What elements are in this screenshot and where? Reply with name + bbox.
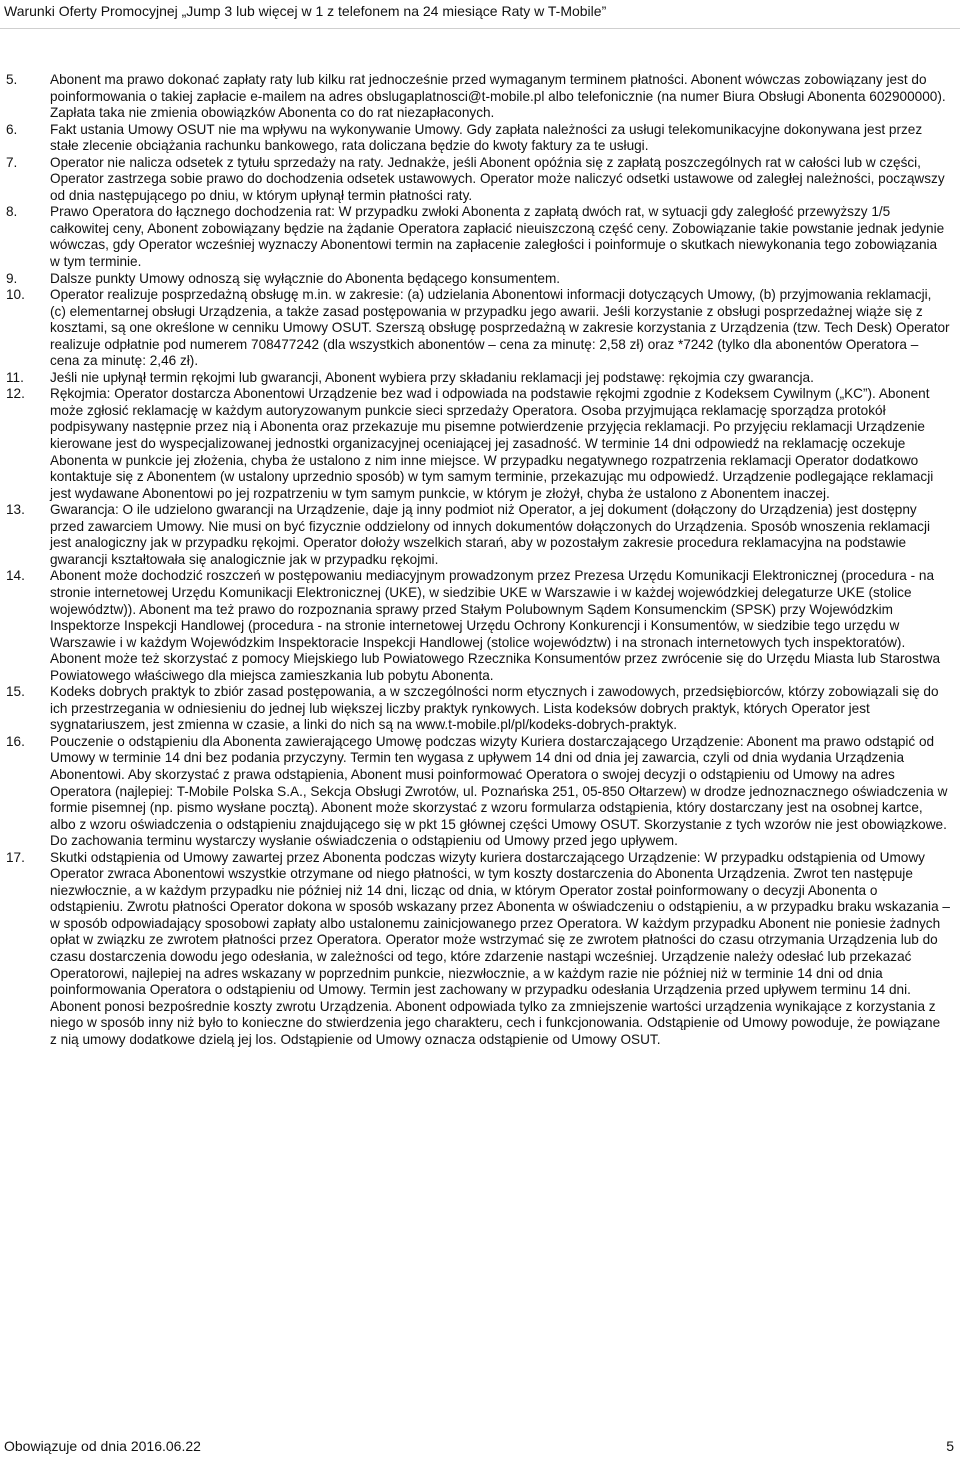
term-text: Gwarancja: O ile udzielono gwarancji na Urządzenie, daje ją inny podmiot niż Operator, a jej dokument (dołączony do Urządzenia) jest dostępny przed zawarciem Umowy. Nie musi on być fizycznie oddzielony od innych dokumentów dołączonych do Urządzenia. Sposób wnoszenia reklamacji jest analogiczny jak w przypadku rękojmi. Operator dołoży wszelkich starań, aby w pozostałym zakresie procedura reklamacyjna na podstawie gwarancji kształtowała się analogicznie jak w przypadku rękojmi. [50, 502, 930, 567]
term-number: 17. [6, 849, 25, 865]
term-text: Kodeks dobrych praktyk to zbiór zasad postępowania, a w szczególności norm etycznych i zawodowych, przedsiębiorców, którzy zobowiązali się do ich przestrzegania w odniesieniu do jednej lub większej liczby praktyk rynkowych. Lista kodeksów dobrych praktyk, których Operator jest sygnatariuszem, jest zmienna w czasie, a linki do nich są na www.t-mobile.pl/pl/kodeks-dobrych-praktyk. [50, 684, 939, 733]
term-item [6, 72, 950, 122]
term-number: 8. [6, 204, 18, 220]
term-number: 5. [6, 72, 18, 87]
term-item [6, 386, 950, 502]
term-item [6, 204, 950, 270]
term-item [6, 684, 950, 734]
effective-date: Obowiązuje od dnia 2016.06.22 [4, 1438, 201, 1454]
term-text: Operator realizuje posprzedażną obsługę m.in. w zakresie: (a) udzielania Abonentowi informacji dotyczących Umowy, (b) przyjmowania reklamacji, (c) elementarnej obsługi Urządzenia, a także zasad postępowania w przypadku jego awarii. Jeśli korzystanie z obsługi posprzedażnej wiąże się z kosztami, są one określone w cenniku Umowy OSUT. Szerszą obsługę posprzedażną w zakresie korzystania z Urządzenia (tzw. Tech Desk) Operator realizuje odpłatnie pod numerem 708477242 (dla wszystkich abonentów – cena za minutę: 2,58 zł) oraz *7242 (tylko dla abonentów Operatora – cena za minutę: 2,46 zł). [50, 287, 950, 369]
term-item [6, 271, 950, 288]
term-text: Skutki odstąpienia od Umowy zawartej przez Abonenta podczas wizyty kuriera dostarczającego Urządzenie: W przypadku odstąpienia od Umowy Operator zwraca Abonentowi wszystkie otrzymane od niego płatności, w tym koszty dostarczenia do Abonenta Urządzenia. Zwrot ten następuje niezwłocznie, a w każdym przypadku nie później niż 14 dni, licząc od dnia, w którym Operator został poinformowany o decyzji Abonenta o odstąpieniu. Zwrotu płatności Operator dokona w sposób wskazany przez Abonenta w oświadczeniu o odstąpieniu, a w przypadku braku wskazania – w sposób odpowiadający sposobowi zapłaty albo ustalonemu zainicjowanego przez Operatora. W każdym przypadku Abonent nie poniesie żadnych opłat w związku ze zwrotem płatności przez Operatora. Operator może wstrzymać się ze zwrotem płatności do czasu otrzymania Urządzenia lub do czasu dostarczenia dowodu jego odesłania, w zależności od tego, które zdarzenie nastąpi wcześniej. Urządzenie należy odesłać lub przekazać Operatorowi, najlepiej na adres wskazany w poprzednim punkcie, niezwłocznie, a w każdym razie nie później niż w terminie 14 dni od dnia poinformowania Operatora o odstąpieniu od Umowy. Termin jest zachowany w przypadku odesłania Urządzenia przed upływem terminu 14 dni. Abonent ponosi bezpośrednie koszty zwrotu Urządzenia. Abonent odpowiada tylko za zmniejszenie wartości urządzenia wynikające z korzystania z niego w sposób inny niż było to konieczne do stwierdzenia jego charakteru, cech i funkcjonowania. Odstąpienie od Umowy powoduje, że powiązane z nią umowy dodatkowe dzielą jej los. Odstąpienie od Umowy oznacza odstąpienie od Umowy OSUT. [50, 849, 950, 1047]
term-item [6, 287, 950, 370]
term-item [6, 850, 950, 1049]
term-number: 9. [6, 270, 18, 286]
term-number: 6. [6, 121, 18, 137]
term-item [6, 502, 950, 568]
term-text: Operator nie nalicza odsetek z tytułu sprzedaży na raty. Jednakże, jeśli Abonent opóźnia się z zapłatą poszczególnych rat w całości lub w części, Operator zastrzega sobie prawo do dochodzenia odsetek ustawowych. Operator może naliczyć odsetki ustawowe od zaległej należności, począwszy od dnia następującego po dniu, w którym upłynął termin płatności raty. [50, 154, 945, 203]
page-number: 5 [946, 1438, 954, 1454]
page-footer [4, 1436, 954, 1456]
term-number: 12. [6, 386, 25, 402]
term-number: 16. [6, 733, 25, 749]
term-text: Jeśli nie upłynął termin rękojmi lub gwarancji, Abonent wybiera przy składaniu reklamacji jej podstawę: rękojmia czy gwarancja. [50, 369, 814, 385]
term-text: Abonent może dochodzić roszczeń w postępowaniu mediacyjnym prowadzonym przez Prezesa Urzędu Komunikacji Elektronicznej (procedura - na stronie internetowej Urzędu Komunikacji Elektronicznej (UKE), w siedzibie UKE w Warszawie i w każdej wojewódzkiej delegaturze UKE (stolice województw)). Abonent ma też prawo do rozpoznania sprawy przed Stałym Polubownym Sądem Konsumenckim (SPSK) przy Wojewódzkim Inspektorze Inspekcji Handlowej (procedura - na stronie internetowej Urzędu Ochrony Konkurencji i Konsumentów, w siedzibie tego urzędu w Warszawie i w każdym Wojewódzkim Inspektoracie Inspekcji Handlowej (stolice województw) i na stronach internetowych tych inspektoratów). Abonent może też skorzystać z pomocy Miejskiego lub Powiatowego Rzecznika Konsumentów przez zwrócenie się do Urzędu Miasta lub Starostwa Powiatowego właściwego dla miejsca zamieszkania lub pobytu Abonenta. [50, 568, 941, 683]
term-item [6, 122, 950, 155]
term-number: 7. [6, 154, 18, 170]
term-text: Rękojmia: Operator dostarcza Abonentowi Urządzenie bez wad i odpowiada na podstawie rękojmi zgodnie z Kodeksem Cywilnym („KC”). Abonent może zgłosić reklamację w każdym autoryzowanym punkcie sieci sprzedaży Operatora. Osoba przyjmująca reklamację sporządza protokół podpisywany następnie przez nią i Abonenta oraz przekazuje mu pisemne potwierdzenie przyjęcia reklamacji. Po przyjęciu reklamacji Urządzenie kierowane jest do wyspecjalizowanej jednostki organizacyjnej oceniającej jej zasadność. W terminie 14 dni odpowiedź na reklamację oczekuje Abonenta w punkcie jej złożenia, chyba że ustalono z nim inne miejsce. W przypadku negatywnego rozpatrzenia reklamacji Operator dodatkowo kontaktuje się z Abonentem (w ustalony uprzednio sposób) w tym samym terminie, przekazując mu odpowiedź. Urządzenie podlegające reklamacji jest wydawane Abonentowi po jej rozpatrzeniu w tym samym punkcie, w którym je złożył, chyba że ustalono z Abonentem inaczej. [50, 386, 934, 501]
term-item [6, 370, 950, 387]
term-text: Fakt ustania Umowy OSUT nie ma wpływu na wykonywanie Umowy. Gdy zapłata należności za usługi telekomunikacyjne dokonywana jest przez stałe zlecenie obciążania rachunku bankowego, rata doliczana będzie do kwoty faktury za te usługi. [50, 121, 923, 154]
terms-list [6, 72, 950, 1048]
term-text: Abonent ma prawo dokonać zapłaty raty lub kilku rat jednocześnie przed wymaganym terminem płatności. Abonent wówczas zobowiązany jest do poinformowania o takiej zapłacie e-mailem na adres obslugaplatnosci@t-mobile.pl albo telefonicznie (na numer Biura Obsługi Abonenta 602900000). Zapłata taka nie zmienia obowiązków Abonenta co do rat niezapłaconych. [50, 72, 946, 121]
term-item [6, 734, 950, 850]
term-text: Pouczenie o odstąpieniu dla Abonenta zawierającego Umowę podczas wizyty Kuriera dostarczającego Urządzenie: Abonent ma prawo odstąpić od Umowy w terminie 14 dni bez podania przyczyny. Termin ten wygasa z upływem 14 dni od dnia jej zawarcia, czyli od dnia wydania Urządzenia Abonentowi. Aby skorzystać z prawa odstąpienia, Abonent musi poinformować Operatora o swojej decyzji o odstąpieniu od Umowy na adres Operatora (najlepiej: T-Mobile Polska S.A., Sekcja Obsługi Zwrotów, ul. Poznańska 251, 05-850 Ołtarzew) w drodze jednoznacznego oświadczenia w formie pisemnej (np. pismo wysłane pocztą). Abonent może skorzystać z wzoru formularza odstąpienia, który dostarczany jest na osobnej kartce, albo z wzoru oświadczenia o odstąpieniu znajdującego się w pkt 15 głównej części Umowy OSUT. Skorzystanie z tych wzorów nie jest obowiązkowe. Do zachowania terminu wystarczy wysłanie oświadczenia o odstąpieniu od Umowy przed jego upływem. [50, 733, 948, 849]
document-header [4, 0, 956, 28]
term-text: Dalsze punkty Umowy odnoszą się wyłącznie do Abonenta będącego konsumentem. [50, 270, 561, 286]
document-title: Warunki Oferty Promocyjnej „Jump 3 lub więcej w 1 z telefonem na 24 miesiące Raty w T-Mobile” [4, 3, 607, 19]
term-text: Prawo Operatora do łącznego dochodzenia rat: W przypadku zwłoki Abonenta z zapłatą dwóch rat, w sytuacji gdy zaległość przewyższy 1/5 całkowitej ceny, Abonent zobowiązany będzie na żądanie Operatora zapłacić nieuiszczoną część ceny. Zobowiązanie takie powstanie jednak jedynie wówczas, gdy Operator wcześniej wyznaczy Abonentowi termin na zapłacenie zaległości i poinformuje o skutkach niewykonania tego zobowiązania w tym terminie. [50, 204, 945, 270]
term-number: 11. [6, 369, 24, 385]
term-number: 10. [6, 287, 25, 303]
term-number: 14. [6, 568, 25, 584]
term-number: 13. [6, 502, 25, 518]
term-item [6, 155, 950, 205]
term-item [6, 568, 950, 684]
header-divider [0, 28, 960, 29]
term-number: 15. [6, 684, 25, 700]
